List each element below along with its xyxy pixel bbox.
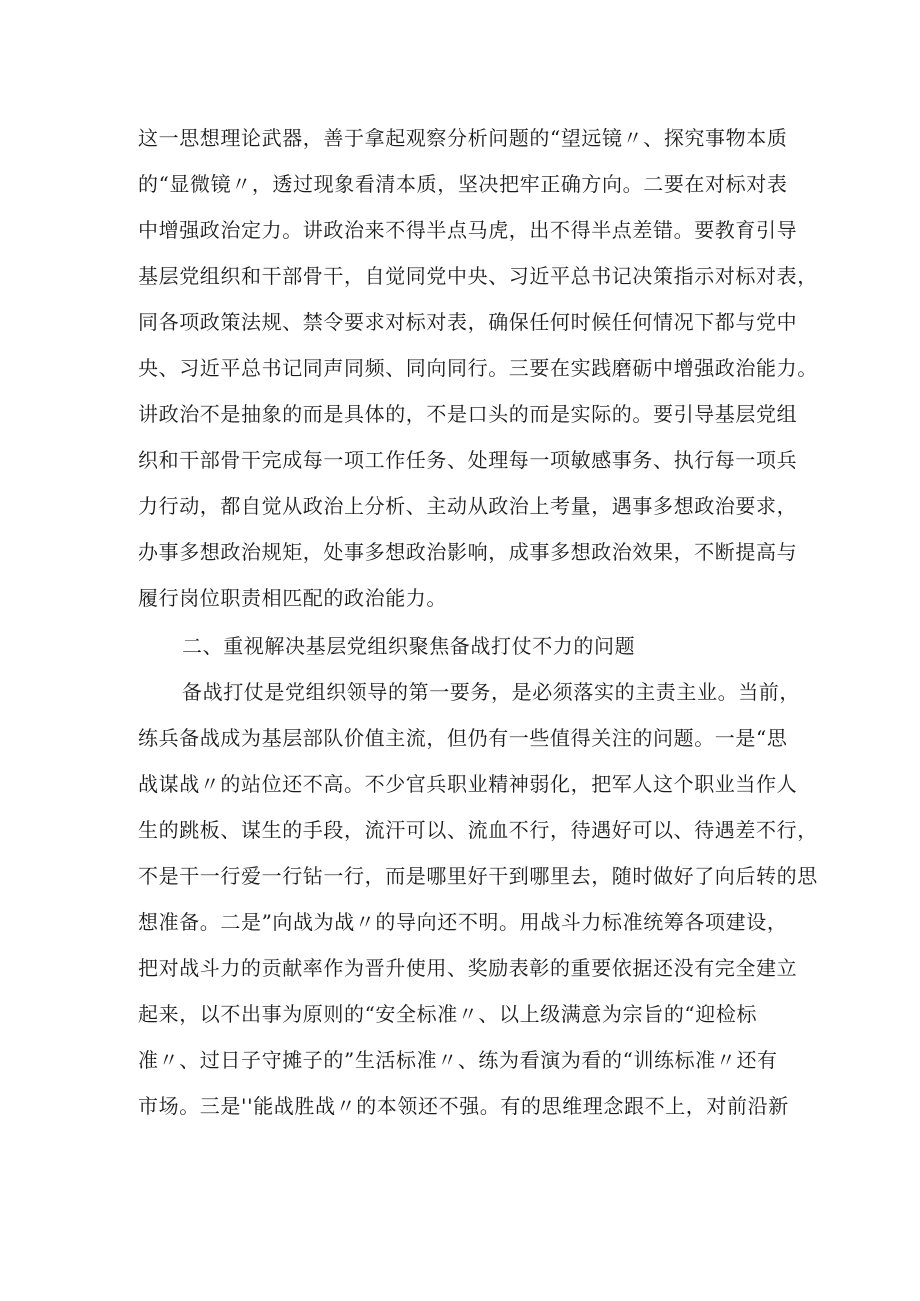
paragraph-line: 战谋战〃的站位还不高。不少官兵职业精神弱化，把军人这个职业当作人: [138, 772, 798, 796]
paragraph-line: 想准备。二是”向战为战〃的导向还不明。用战斗力标准统筹各项建设，: [138, 910, 788, 934]
paragraph-line: 讲政治不是抽象的而是具体的，不是口头的而是实际的。要引导基层党组: [138, 402, 798, 426]
paragraph-line: 准〃、过日子守摊子的”生活标准〃、练为看演为看的“训练标准〃还有: [138, 1048, 778, 1072]
paragraph-line: 央、习近平总书记同声同频、同向同行。三要在实践磨砺中增强政治能力。: [138, 356, 818, 380]
paragraph-line: 同各项政策法规、禁令要求对标对表，确保任何时候任何情况下都与党中: [138, 310, 798, 334]
paragraph-line: 织和干部骨干完成每一项工作任务、处理每一项敏感事务、执行每一项兵: [138, 448, 798, 472]
paragraph-line: 办事多想政治规矩，处事多想政治影响，成事多想政治效果，不断提高与: [138, 540, 798, 564]
paragraph-line: 生的跳板、谋生的手段，流汗可以、流血不行，待遇好可以、待遇差不行，: [138, 818, 818, 842]
paragraph-line: 不是干一行爱一行钻一行，而是哪里好干到哪里去，随时做好了向后转的思: [138, 864, 818, 888]
section-heading: 二、重视解决基层党组织聚焦备战打仗不力的问题: [182, 634, 636, 658]
paragraph-line: 备战打仗是党组织领导的第一要务，是必须落实的主责主业。当前，: [182, 680, 800, 704]
paragraph-line: 把对战斗力的贡献率作为晋升使用、奖励表彰的重要依据还没有完全建立: [138, 956, 798, 980]
paragraph-line: 的“显微镜〃，透过现象看清本质，坚决把牢正确方向。二要在对标对表: [138, 172, 788, 196]
paragraph-line: 市场。三是''能战胜战〃的本领还不强。有的思维理念跟不上，对前沿新: [138, 1094, 789, 1118]
paragraph-line: 基层党组织和干部骨干，自觉同党中央、习近平总书记决策指示对标对表，: [138, 264, 818, 288]
paragraph-line: 中增强政治定力。讲政治来不得半点马虎，出不得半点差错。要教育引导: [138, 218, 798, 242]
paragraph-line: 起来，以不出事为原则的“安全标准〃、以上级满意为宗旨的“迎检标: [138, 1002, 758, 1026]
paragraph-line: 履行岗位职责相匹配的政治能力。: [138, 586, 447, 610]
paragraph-line: 这一思想理论武器，善于拿起观察分析问题的“望远镜〃、探究事物本质: [138, 126, 788, 150]
paragraph-line: 练兵备战成为基层部队价值主流，但仍有一些值得关注的问题。一是“思: [138, 726, 788, 750]
paragraph-line: 力行动，都自觉从政治上分析、主动从政治上考量，遇事多想政治要求，: [138, 494, 798, 518]
